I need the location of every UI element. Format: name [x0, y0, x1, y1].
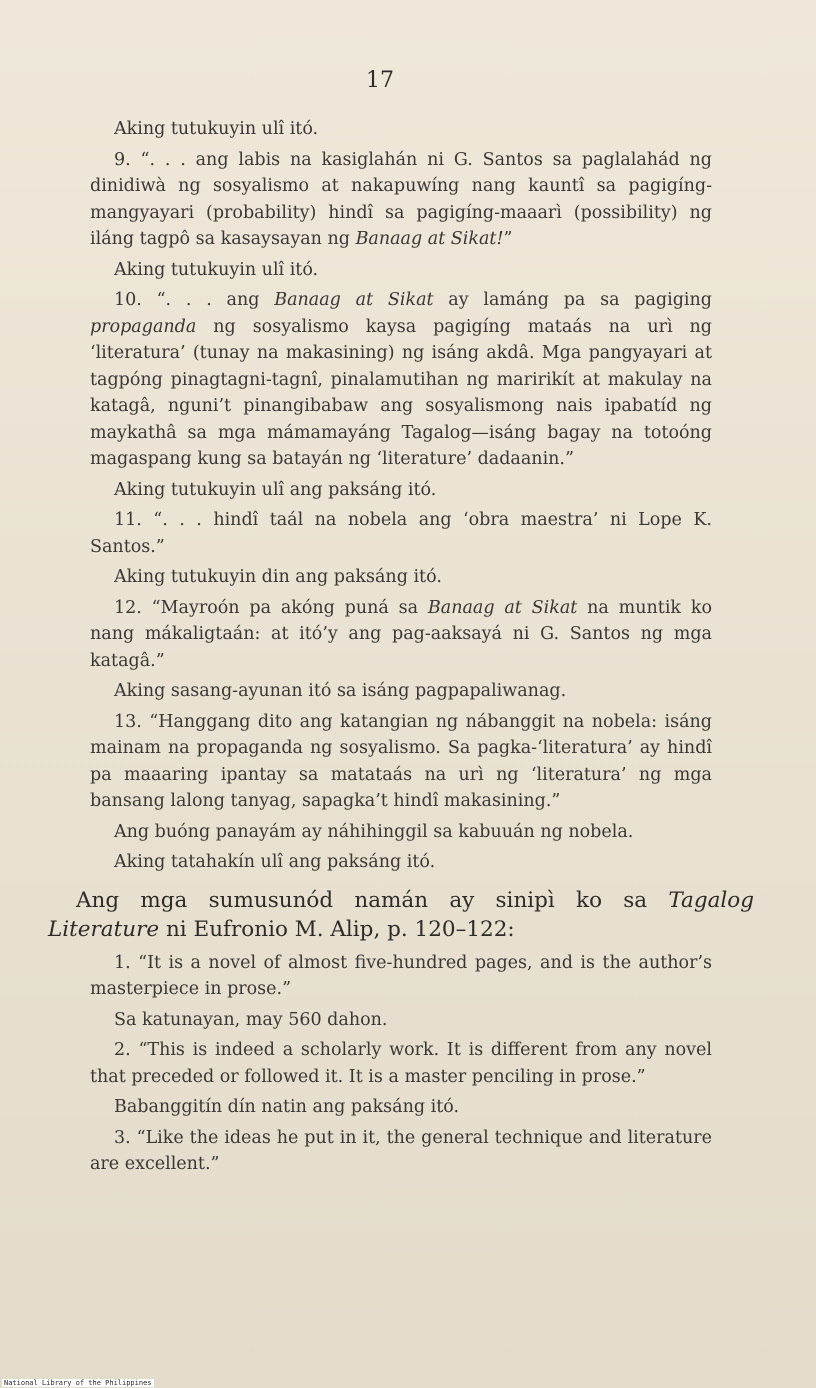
quote-10: 10. “. . . ang Banaag at Sikat ay lamáng pa sa pagiging propaganda ng sosyalismo kaysa pagigíng mataás na urì ng ‘literatura’ (tunay na makasining) ng isáng akdâ. Mga pangyayari at tagpóng pinagtagni-tagnî, pinalamutihan ng maririkít at makulay na katagâ, nguni’t pinangibabaw ang sosyalismong nais ipabatíd ng maykathâ sa mga mámamayáng Tagalog—isáng bagay na totoóng magaspang kung sa batayán ng ‘literature’ dadaanin.”: [90, 290, 712, 469]
body-text: [48, 116, 754, 1182]
paragraph: Ang buóng panayám ay náhihinggil sa kabuuán ng nobela.: [114, 821, 634, 842]
quote-1: 1. “It is a novel of almost five-hundred pages, and is the author’s masterpiece in prose.”: [90, 952, 712, 999]
paragraph: Sa katunayan, may 560 dahon.: [114, 1009, 388, 1030]
quote-3: 3. “Like the ideas he put in it, the general technique and literature are excellent.”: [90, 1127, 712, 1174]
paragraph: Aking tutukuyin ulî ang paksáng itó.: [114, 479, 437, 500]
paragraph: Aking tutukuyin ulî itó.: [114, 119, 319, 139]
quote-11: 11. “. . . hindî taál na nobela ang ‘obra maestra’ ni Lope K. Santos.”: [90, 510, 712, 557]
paragraph: Aking sasang-ayunan itó sa isáng pagpapaliwanag.: [114, 681, 567, 701]
paragraph: Aking tutukuyin din ang paksáng itó.: [114, 567, 442, 587]
quote-9: 9. “. . . ang labis na kasiglahán ni G. Santos sa paglalahád ng dinidiwà ng sosyalismo at nakapuwíng nang kauntî sa pagigíng-mangyayari (probability) hindî sa pagigíng-maaarì (possibility) ng iláng tagpô sa kasaysayan ng Banaag at Sikat!”: [90, 149, 712, 249]
quote-12: 12. “Mayroón pa akóng puná sa Banaag at Sikat na muntik ko nang mákaligtaán: at itó’y ang pag-aaksayá ni G. Santos ng mga katagâ.”: [90, 597, 713, 671]
section-heading: Ang mga sumusunód namán ay sinipì ko sa Tagalog Literature ni Eufronio M. Alip, p. 120–122:: [48, 887, 754, 942]
page-number: 17: [366, 68, 394, 93]
library-watermark: National Library of the Philippines: [4, 1379, 152, 1387]
paragraph: Aking tatahakín ulî ang paksáng itó.: [114, 852, 436, 872]
paragraph: Babanggitín dín natin ang paksáng itó.: [114, 1097, 460, 1117]
paragraph: Aking tutukuyin ulî itó.: [114, 259, 319, 280]
quote-13: 13. “Hanggang dito ang katangian ng nábanggit na nobela: isáng mainam na propaganda ng sosyalismo. Sa pagka-‘literatura’ ay hindî pa maaaring ipantay sa matataás na urì ng ‘literatura’ ng mga bansang lalong tanyag, sapagka’t hindî makasining.”: [90, 711, 712, 811]
quote-2: 2. “This is indeed a scholarly work. It is different from any novel that preceded or followed it. It is a master penciling in prose.”: [90, 1040, 712, 1087]
